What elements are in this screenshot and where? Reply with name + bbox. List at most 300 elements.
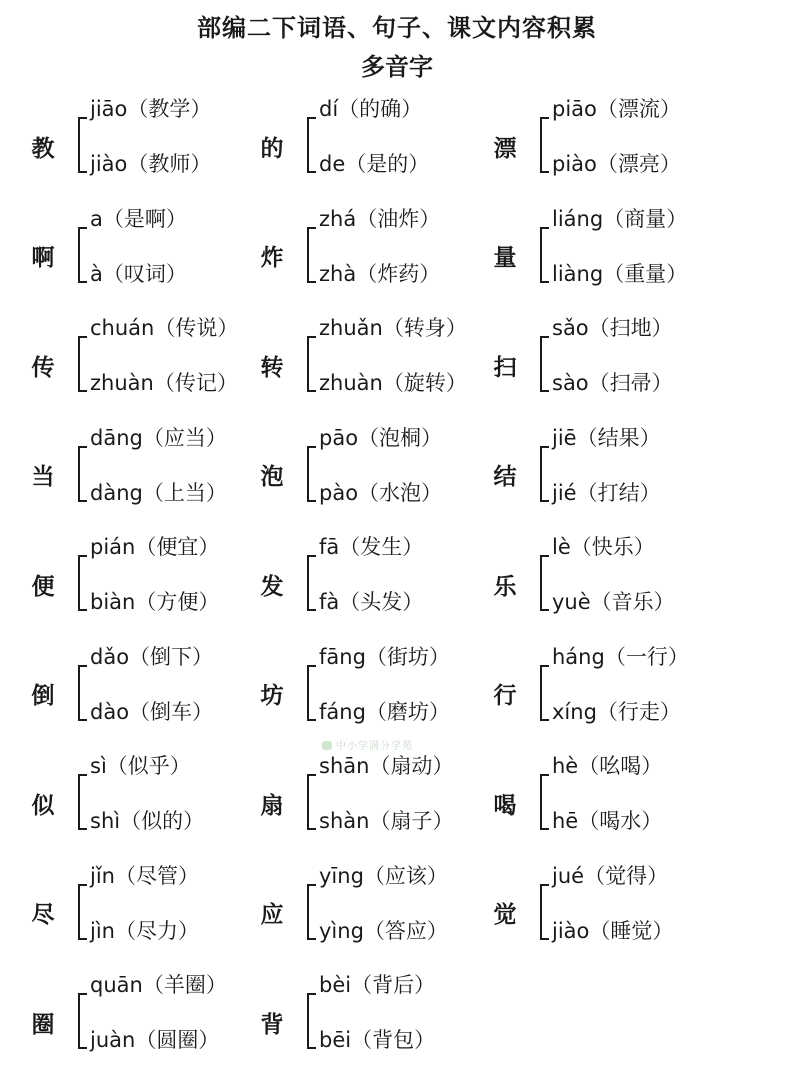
polyphone-character: 炸 [260, 244, 284, 271]
close-paren: ） [659, 699, 681, 724]
polyphone-entry [255, 967, 515, 1077]
close-paren: ） [428, 644, 450, 669]
example-word: 应当 [163, 425, 206, 450]
reading-line [90, 643, 213, 671]
example-word: 发生 [360, 535, 403, 559]
polyphone-character: 转 [260, 353, 284, 381]
polyphone-entry [26, 91, 286, 201]
bracket-line [78, 117, 87, 173]
example-word: 传记 [174, 371, 217, 395]
pinyin: liàng [552, 261, 604, 286]
example-word: 教师 [148, 152, 191, 176]
polyphone-character: 行 [493, 682, 517, 709]
polyphone-character: 喝 [493, 791, 517, 819]
example-word: 上当 [163, 480, 206, 505]
pinyin: fáng [319, 699, 366, 724]
pinyin: sǎo [552, 316, 589, 340]
pinyin: zhuàn [90, 371, 154, 395]
pinyin: jié [552, 480, 577, 505]
reading-line [552, 862, 668, 890]
open-paren: （ [135, 590, 157, 614]
example-word: 睡觉 [610, 918, 653, 943]
pinyin: jǐn [90, 863, 115, 888]
open-paren: （ [351, 1028, 373, 1052]
polyphone-entry [488, 420, 748, 530]
open-paren: （ [576, 425, 598, 450]
close-paren: ） [428, 699, 450, 724]
example-word: 磨坊 [386, 699, 429, 724]
bracket-line [307, 774, 316, 830]
polyphone-character: 的 [260, 134, 284, 162]
example-word: 行走 [617, 699, 660, 724]
reading-line [90, 917, 199, 945]
pinyin: hē [552, 809, 579, 833]
open-paren: （ [603, 261, 625, 286]
example-word: 快乐 [591, 535, 634, 559]
bracket-line [540, 117, 549, 173]
close-paren: ） [666, 261, 688, 286]
open-paren: （ [106, 754, 128, 778]
polyphone-character: 传 [31, 353, 55, 381]
bracket-line [540, 774, 549, 830]
reading-line [319, 862, 448, 890]
example-word: 尽力 [135, 918, 178, 943]
pinyin: fāng [319, 644, 366, 669]
open-paren: （ [345, 152, 367, 176]
reading-line [319, 971, 435, 999]
example-word: 商量 [624, 206, 667, 231]
bracket-line [307, 884, 316, 940]
reading-line [552, 424, 661, 452]
example-word: 喝水 [599, 809, 642, 833]
example-word: 倒下 [150, 644, 193, 669]
example-word: 便宜 [156, 535, 199, 559]
reading-line [90, 260, 187, 288]
reading-line [90, 862, 199, 890]
close-paren: ） [169, 754, 191, 778]
bracket-line [78, 884, 87, 940]
open-paren: （ [102, 206, 124, 231]
bracket-line [307, 227, 316, 283]
close-paren: ） [414, 973, 436, 997]
bracket-line [78, 227, 87, 283]
open-paren: （ [129, 699, 151, 724]
reading-line [552, 533, 655, 561]
polyphone-entry [488, 748, 748, 858]
reading-line [90, 205, 187, 233]
example-word: 是的 [366, 152, 409, 176]
pinyin: háng [552, 644, 605, 669]
close-paren: ） [639, 425, 661, 450]
close-paren: ） [426, 863, 448, 888]
pinyin: sào [552, 371, 589, 395]
bracket-line [78, 446, 87, 502]
open-paren: （ [363, 918, 385, 943]
close-paren: ） [190, 152, 212, 176]
polyphone-entry [26, 748, 286, 858]
close-paren: ） [659, 97, 681, 121]
pinyin: a [90, 206, 103, 231]
open-paren: （ [338, 97, 360, 121]
close-paren: ） [183, 809, 205, 833]
polyphone-character: 坊 [260, 682, 284, 709]
pinyin: zhá [319, 206, 357, 231]
close-paren: ） [205, 973, 227, 997]
example-word: 觉得 [605, 863, 648, 888]
reading-line [90, 698, 213, 726]
example-word: 倒车 [150, 699, 193, 724]
pinyin: jiāo [90, 97, 128, 121]
bracket-line [540, 665, 549, 721]
example-word: 音乐 [611, 590, 654, 614]
reading-line [319, 533, 423, 561]
open-paren: （ [363, 863, 385, 888]
example-word: 尽管 [135, 863, 178, 888]
reading-line [319, 698, 450, 726]
reading-line [90, 95, 211, 123]
reading-line [552, 643, 689, 671]
example-word: 答应 [384, 918, 427, 943]
polyphone-character: 应 [260, 901, 284, 928]
example-word: 头发 [360, 590, 403, 614]
polyphone-entry [26, 420, 286, 530]
bracket-line [307, 336, 316, 392]
polyphone-entry [255, 529, 515, 639]
bracket-line [307, 446, 316, 502]
open-paren: （ [135, 1028, 157, 1052]
close-paren: ） [190, 97, 212, 121]
close-paren: ） [445, 371, 467, 395]
open-paren: （ [382, 371, 404, 395]
close-paren: ） [666, 206, 688, 231]
example-word: 背后 [372, 973, 415, 997]
example-word: 扫地 [609, 316, 652, 340]
pinyin: piào [552, 152, 597, 176]
pinyin: lè [552, 535, 571, 559]
page-subtitle: 多音字 [361, 52, 433, 81]
open-paren: （ [356, 261, 378, 286]
open-paren: （ [603, 206, 625, 231]
close-paren: ） [192, 644, 214, 669]
close-paren: ） [177, 918, 199, 943]
example-word: 结果 [597, 425, 640, 450]
open-paren: （ [127, 152, 149, 176]
open-paren: （ [365, 699, 387, 724]
close-paren: ） [659, 152, 681, 176]
reading-line [90, 424, 227, 452]
close-paren: ） [432, 754, 454, 778]
close-paren: ） [633, 535, 655, 559]
open-paren: （ [142, 973, 164, 997]
open-paren: （ [604, 644, 626, 669]
reading-line [552, 314, 673, 342]
close-paren: ） [198, 535, 220, 559]
polyphone-entry [255, 858, 515, 968]
open-paren: （ [584, 863, 606, 888]
example-word: 油炸 [377, 206, 420, 231]
pinyin: jìn [90, 918, 115, 943]
polyphone-character: 乐 [493, 572, 517, 600]
reading-line [90, 369, 238, 397]
example-word: 转身 [403, 316, 446, 340]
polyphone-entry [488, 201, 748, 311]
close-paren: ） [205, 480, 227, 505]
open-paren: （ [596, 699, 618, 724]
close-paren: ） [651, 371, 673, 395]
reading-line [90, 314, 238, 342]
reading-line [552, 205, 687, 233]
polyphone-entry [488, 529, 748, 639]
polyphone-entry [255, 201, 515, 311]
pinyin: jué [552, 863, 585, 888]
example-word: 炸药 [377, 261, 420, 286]
open-paren: （ [588, 316, 610, 340]
example-word: 吆喝 [599, 754, 642, 778]
example-word: 漂流 [617, 97, 660, 121]
polyphone-character: 便 [31, 572, 55, 600]
reading-line [319, 369, 467, 397]
open-paren: （ [339, 535, 361, 559]
open-paren: （ [576, 480, 598, 505]
polyphone-entry [26, 310, 286, 420]
polyphone-character: 扫 [493, 353, 517, 381]
example-word: 扇动 [390, 754, 433, 778]
bracket-line [307, 665, 316, 721]
example-word: 打结 [597, 480, 640, 505]
example-word: 扇子 [390, 809, 433, 833]
reading-line [319, 1026, 435, 1054]
close-paren: ） [402, 535, 424, 559]
reading-line [319, 314, 467, 342]
pinyin: fà [319, 590, 340, 614]
close-paren: ） [647, 863, 669, 888]
close-paren: ） [192, 699, 214, 724]
pinyin: shān [319, 754, 370, 778]
bracket-line [540, 446, 549, 502]
polyphone-character: 觉 [493, 901, 517, 928]
open-paren: （ [588, 371, 610, 395]
pinyin: zhuàn [319, 371, 383, 395]
polyphone-character: 倒 [31, 682, 55, 709]
polyphone-character: 发 [260, 572, 284, 600]
open-paren: （ [351, 973, 373, 997]
close-paren: ） [653, 590, 675, 614]
pinyin: jiào [552, 918, 590, 943]
open-paren: （ [356, 206, 378, 231]
page-title: 部编二下词语、句子、课文内容积累 [197, 13, 597, 42]
pinyin: liáng [552, 206, 604, 231]
reading-line [90, 479, 227, 507]
pinyin: dāng [90, 425, 143, 450]
close-paren: ） [177, 863, 199, 888]
pinyin: xíng [552, 699, 597, 724]
reading-line [90, 588, 219, 616]
example-word: 的确 [359, 97, 402, 121]
polyphone-character: 背 [260, 1010, 284, 1038]
reading-line [319, 588, 423, 616]
polyphone-entry [26, 201, 286, 311]
reading-line [90, 1026, 219, 1054]
reading-line [319, 752, 453, 780]
close-paren: ） [217, 316, 239, 340]
polyphone-character: 泡 [260, 463, 284, 490]
example-word: 漂亮 [617, 152, 660, 176]
open-paren: （ [114, 863, 136, 888]
close-paren: ） [165, 261, 187, 286]
pinyin: chuán [90, 316, 155, 340]
close-paren: ） [426, 918, 448, 943]
reading-line [552, 588, 675, 616]
pinyin: pián [90, 535, 136, 559]
bracket-line [540, 555, 549, 611]
pinyin: shì [90, 809, 121, 833]
example-word: 叹词 [123, 261, 166, 286]
example-word: 是啊 [123, 206, 166, 231]
open-paren: （ [120, 809, 142, 833]
pinyin: zhà [319, 261, 357, 286]
bracket-line [78, 665, 87, 721]
polyphone-character: 尽 [31, 901, 55, 928]
open-paren: （ [114, 918, 136, 943]
polyphone-character: 扇 [260, 791, 284, 819]
reading-line [90, 752, 191, 780]
close-paren: ） [419, 261, 441, 286]
polyphone-entry [255, 748, 515, 858]
pinyin: dàng [90, 480, 143, 505]
pinyin: quān [90, 973, 143, 997]
example-word: 似的 [141, 809, 184, 833]
pinyin: dí [319, 97, 339, 121]
watermark-text: 中小学满分学苑 [336, 741, 413, 752]
open-paren: （ [153, 371, 175, 395]
polyphone-character: 当 [31, 463, 55, 490]
reading-line [552, 698, 681, 726]
close-paren: ） [445, 316, 467, 340]
pinyin: yìng [319, 918, 364, 943]
example-word: 背包 [372, 1028, 415, 1052]
reading-line [319, 205, 440, 233]
bracket-line [540, 227, 549, 283]
example-word: 圆圈 [156, 1028, 199, 1052]
open-paren: （ [142, 425, 164, 450]
pinyin: bēi [319, 1028, 352, 1052]
open-paren: （ [102, 261, 124, 286]
pinyin: fā [319, 535, 340, 559]
close-paren: ） [419, 206, 441, 231]
bracket-line [78, 993, 87, 1049]
reading-line [319, 807, 453, 835]
example-word: 泡桐 [379, 425, 422, 450]
polyphone-character: 教 [31, 134, 55, 162]
close-paren: ） [198, 590, 220, 614]
reading-line [90, 971, 227, 999]
polyphone-entry [488, 310, 748, 420]
bracket-line [307, 117, 316, 173]
open-paren: （ [369, 809, 391, 833]
pinyin: biàn [90, 590, 136, 614]
polyphone-entry [255, 310, 515, 420]
reading-line [90, 533, 219, 561]
reading-line [319, 424, 442, 452]
pinyin: pào [319, 480, 359, 505]
open-paren: （ [142, 480, 164, 505]
bracket-line [78, 336, 87, 392]
close-paren: ） [198, 1028, 220, 1052]
polyphone-character: 啊 [31, 244, 55, 271]
example-word: 似乎 [127, 754, 170, 778]
example-word: 旋转 [403, 371, 446, 395]
polyphone-entry [255, 639, 515, 749]
pinyin: hè [552, 754, 579, 778]
example-word: 教学 [148, 97, 191, 121]
open-paren: （ [382, 316, 404, 340]
close-paren: ） [667, 644, 689, 669]
example-word: 水泡 [379, 480, 422, 505]
open-paren: （ [358, 425, 380, 450]
polyphone-entry [488, 639, 748, 749]
example-word: 方便 [156, 590, 199, 614]
open-paren: （ [127, 97, 149, 121]
open-paren: （ [358, 480, 380, 505]
reading-line [552, 917, 673, 945]
pinyin: yuè [552, 590, 591, 614]
close-paren: ） [421, 425, 443, 450]
open-paren: （ [369, 754, 391, 778]
close-paren: ） [165, 206, 187, 231]
polyphone-character: 圈 [31, 1010, 55, 1038]
close-paren: ） [421, 480, 443, 505]
close-paren: ） [216, 371, 238, 395]
open-paren: （ [590, 590, 612, 614]
bracket-line [540, 884, 549, 940]
close-paren: ） [402, 590, 424, 614]
polyphone-character: 似 [31, 791, 55, 819]
reading-line [319, 260, 440, 288]
polyphone-entry [26, 529, 286, 639]
reading-line [319, 95, 422, 123]
close-paren: ） [652, 918, 674, 943]
close-paren: ） [641, 754, 663, 778]
pinyin: dào [90, 699, 130, 724]
close-paren: ） [401, 97, 423, 121]
polyphone-entry [255, 91, 515, 201]
open-paren: （ [135, 535, 157, 559]
open-paren: （ [578, 754, 600, 778]
reading-line [319, 917, 448, 945]
polyphone-character: 结 [493, 463, 517, 490]
open-paren: （ [365, 644, 387, 669]
example-word: 应该 [384, 863, 427, 888]
pinyin: shàn [319, 809, 370, 833]
reading-line [552, 95, 681, 123]
polyphone-entry [26, 967, 286, 1077]
open-paren: （ [154, 316, 176, 340]
pinyin: jiào [90, 152, 128, 176]
pinyin: jiē [552, 425, 577, 450]
pinyin: juàn [90, 1028, 136, 1052]
close-paren: ） [408, 152, 430, 176]
reading-line [319, 643, 450, 671]
polyphone-character: 漂 [493, 134, 517, 162]
example-word: 重量 [624, 261, 667, 286]
polyphone-entry [26, 639, 286, 749]
example-word: 扫帚 [609, 371, 652, 395]
reading-line [319, 479, 442, 507]
polyphone-entry [488, 91, 748, 201]
example-word: 街坊 [386, 644, 429, 669]
reading-line [552, 150, 681, 178]
open-paren: （ [339, 590, 361, 614]
